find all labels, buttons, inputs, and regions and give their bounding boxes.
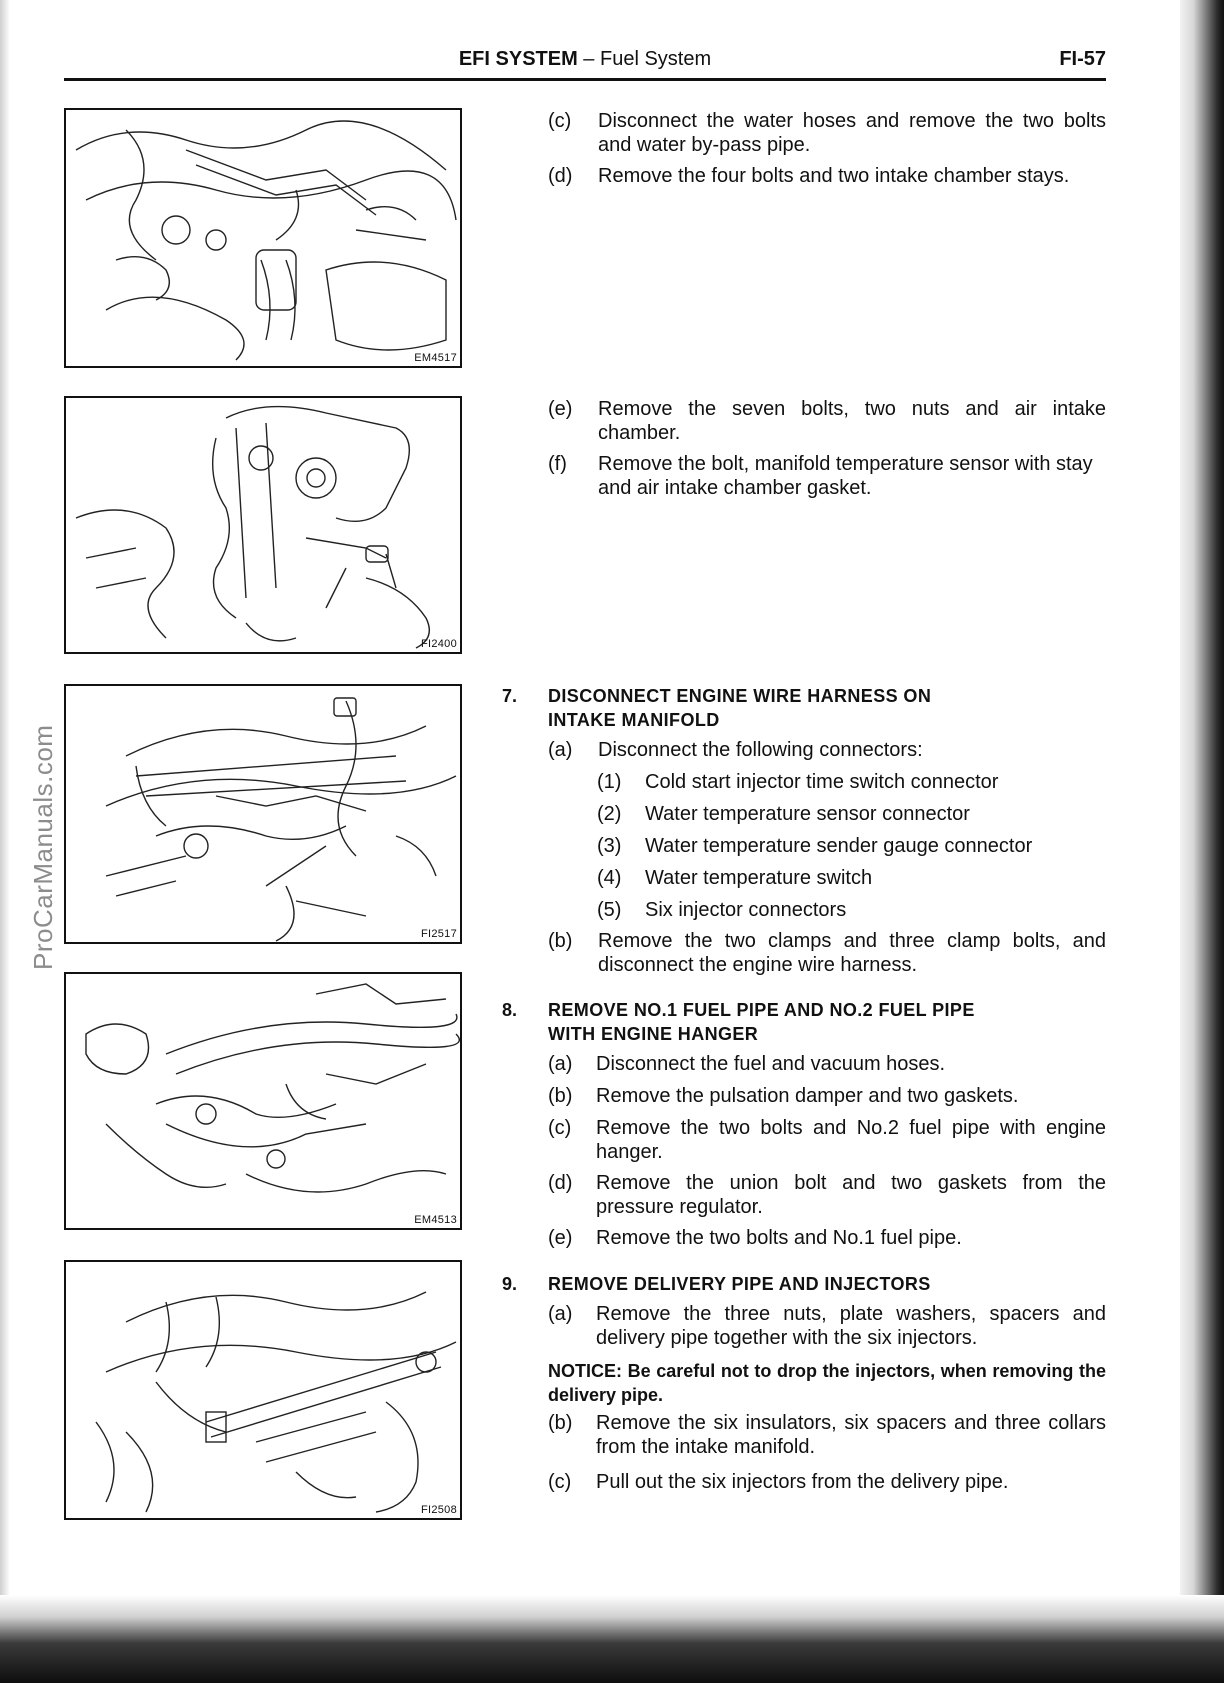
step-text: Remove the four bolts and two intake chamber stays. bbox=[598, 165, 1070, 187]
step-text: Disconnect the fuel and vacuum hoses. bbox=[596, 1053, 946, 1075]
engine-illustration-icon bbox=[66, 1262, 462, 1520]
section-7-sub-5 bbox=[597, 898, 1106, 924]
figure-code: EM4517 bbox=[414, 352, 457, 364]
step-text: Disconnect the following connectors: bbox=[598, 739, 923, 761]
section-7-sub-1 bbox=[597, 770, 1106, 796]
step-label: (a) bbox=[548, 1053, 573, 1075]
step-label: (e) bbox=[548, 1227, 573, 1249]
step-e bbox=[548, 397, 1106, 445]
figure-5 bbox=[64, 1260, 462, 1520]
sub-text: Water temperature sensor connector bbox=[645, 803, 970, 825]
sub-label: (2) bbox=[597, 803, 622, 825]
section-7-sub-4 bbox=[597, 866, 1106, 892]
step-label: (b) bbox=[548, 1085, 573, 1107]
section-7-sub-2 bbox=[597, 802, 1106, 828]
step-text: Remove the union bolt and two gaskets from the pressure regulator. bbox=[596, 1172, 1106, 1218]
figure-4 bbox=[64, 972, 462, 1230]
section-8-number: 8. bbox=[502, 1000, 518, 1020]
header-title-rest: – Fuel System bbox=[577, 48, 712, 70]
step-text: Remove the pulsation damper and two gaskets. bbox=[596, 1085, 1019, 1107]
section-8-title-line2: WITH ENGINE HANGER bbox=[548, 1024, 759, 1044]
engine-illustration-icon bbox=[66, 686, 462, 944]
step-label: (b) bbox=[548, 930, 573, 952]
figure-code: EM4513 bbox=[414, 1214, 457, 1226]
section-7-step-a bbox=[548, 738, 1106, 764]
step-text: Remove the two bolts and No.1 fuel pipe. bbox=[596, 1227, 962, 1249]
figure-1 bbox=[64, 108, 462, 368]
section-7-step-b bbox=[548, 929, 1106, 977]
section-8-step-e bbox=[548, 1226, 1106, 1252]
section-7-number: 7. bbox=[502, 686, 518, 706]
header-title bbox=[64, 48, 1106, 71]
step-label: (d) bbox=[548, 165, 573, 187]
step-label: (f) bbox=[548, 453, 567, 475]
page-header bbox=[64, 48, 1106, 81]
step-text: Remove the two bolts and No.2 fuel pipe with engine hanger. bbox=[596, 1117, 1106, 1163]
step-label: (c) bbox=[548, 1117, 572, 1139]
section-9-title: REMOVE DELIVERY PIPE AND INJECTORS bbox=[548, 1274, 931, 1294]
step-label: (e) bbox=[548, 398, 573, 420]
notice: NOTICE: Be careful not to drop the injectors, when removing the delivery pipe. bbox=[548, 1361, 1106, 1405]
figure-2 bbox=[64, 396, 462, 654]
page-edge-bottom bbox=[0, 1595, 1224, 1683]
step-label: (d) bbox=[548, 1172, 573, 1194]
engine-illustration-icon bbox=[66, 398, 462, 654]
section-8-step-b bbox=[548, 1084, 1106, 1110]
page-number: FI-57 bbox=[1059, 48, 1106, 70]
sub-label: (5) bbox=[597, 899, 622, 921]
section-8-title-line1: REMOVE NO.1 FUEL PIPE AND NO.2 FUEL PIPE bbox=[548, 1000, 975, 1020]
figure-3 bbox=[64, 684, 462, 944]
page-edge-right bbox=[1180, 0, 1224, 1683]
step-c bbox=[548, 109, 1106, 157]
section-9-step-b bbox=[548, 1411, 1106, 1459]
step-label: (a) bbox=[548, 1303, 573, 1325]
sub-label: (4) bbox=[597, 867, 622, 889]
engine-illustration-icon bbox=[66, 974, 462, 1230]
step-text: Remove the six insulators, six spacers and three collars from the intake manifold. bbox=[596, 1412, 1106, 1458]
step-f bbox=[548, 452, 1106, 500]
section-7-title-line2: INTAKE MANIFOLD bbox=[548, 710, 720, 730]
step-label: (b) bbox=[548, 1412, 573, 1434]
sub-text: Six injector connectors bbox=[645, 899, 847, 921]
sub-label: (3) bbox=[597, 835, 622, 857]
step-text: Remove the two clamps and three clamp bolts, and disconnect the engine wire harness. bbox=[598, 930, 1106, 976]
step-text: Remove the seven bolts, two nuts and air intake chamber. bbox=[598, 398, 1106, 444]
page-edge-left bbox=[0, 0, 10, 1683]
step-text: Remove the bolt, manifold temperature sensor with stay and air intake chamber gasket. bbox=[598, 453, 1093, 499]
sub-text: Water temperature sender gauge connector bbox=[645, 835, 1033, 857]
section-8-step-c bbox=[548, 1116, 1106, 1164]
sub-text: Cold start injector time switch connector bbox=[645, 771, 999, 793]
section-9-step-c bbox=[548, 1470, 1106, 1496]
watermark: ProCarManuals.com bbox=[28, 724, 58, 970]
section-7-sub-3 bbox=[597, 834, 1106, 860]
section-8-step-a bbox=[548, 1052, 1106, 1078]
step-text: Pull out the six injectors from the delivery pipe. bbox=[596, 1471, 1009, 1493]
step-label: (a) bbox=[548, 739, 573, 761]
header-title-bold: EFI SYSTEM bbox=[458, 48, 578, 70]
figure-code: FI2508 bbox=[420, 1504, 457, 1516]
figure-code: FI2517 bbox=[420, 928, 457, 940]
section-9-number: 9. bbox=[502, 1274, 518, 1294]
engine-illustration-icon bbox=[66, 110, 462, 368]
step-label: (c) bbox=[548, 1471, 572, 1493]
step-text: Remove the three nuts, plate washers, spacers and delivery pipe together with the six injectors. bbox=[596, 1303, 1106, 1349]
step-label: (c) bbox=[548, 110, 572, 132]
sub-text: Water temperature switch bbox=[645, 867, 873, 889]
step-d bbox=[548, 164, 1106, 212]
section-7-title-line1: DISCONNECT ENGINE WIRE HARNESS ON bbox=[548, 686, 932, 706]
figure-code: FI2400 bbox=[420, 638, 457, 650]
sub-label: (1) bbox=[597, 771, 622, 793]
section-9-step-a bbox=[548, 1302, 1106, 1350]
section-8-step-d bbox=[548, 1171, 1106, 1219]
step-text: Disconnect the water hoses and remove the two bolts and water by-pass pipe. bbox=[598, 110, 1106, 156]
